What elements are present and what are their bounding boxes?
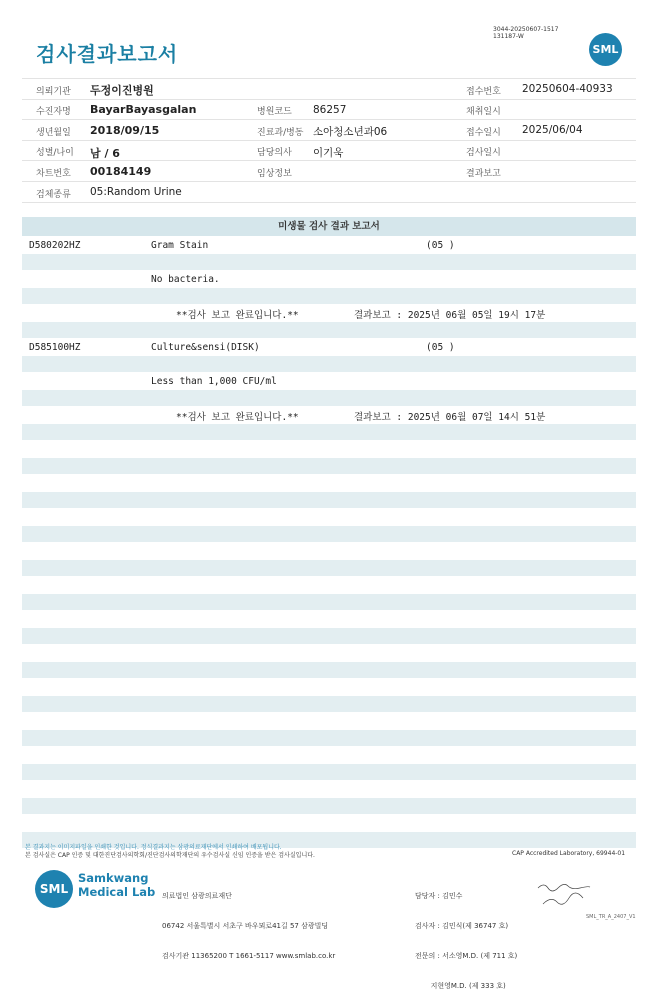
result-row-band [22, 560, 636, 576]
accreditation-note: 본 검사실은 CAP 인증 및 대한진단검사의학회/진단검사의학재단의 우수검사실 신임 인증을 받은 검사실입니다. [25, 852, 315, 859]
handwritten-signature [535, 880, 595, 910]
specimen-number: (05 ) [426, 342, 455, 353]
hospital-value: 두정이진병원 [90, 84, 154, 97]
result-row-band [22, 356, 636, 372]
birth-label: 생년월일 [36, 128, 71, 138]
result-row-band [22, 696, 636, 712]
result-row-band [22, 730, 636, 746]
test-finding: Less than 1,000 CFU/ml [151, 376, 277, 387]
staff-signatures [415, 871, 517, 1001]
divider [22, 119, 636, 120]
report-label: 결과보고 [466, 169, 501, 179]
sml-logo: SML [589, 33, 622, 66]
result-row-band [22, 390, 636, 406]
doctor-value: 이기욱 [313, 147, 344, 159]
test-code: D580202HZ [29, 240, 81, 251]
staff-tester: 검사자 : 김민식(제 36747 호) [415, 922, 509, 930]
receipt-date-value: 2025/06/04 [522, 124, 583, 136]
test-date-label: 검사일시 [466, 148, 501, 158]
result-row-band [22, 594, 636, 610]
page-title: 검사결과보고서 [36, 42, 179, 66]
result-row-band [22, 458, 636, 474]
samkwang-logo: SML [35, 870, 73, 908]
result-row-band [22, 254, 636, 270]
divider [22, 99, 636, 100]
result-row-band [22, 424, 636, 440]
report-time: 결과보고 : 2025년 06월 05일 19시 17분 [354, 310, 546, 321]
result-row-band [22, 322, 636, 338]
result-row-band [22, 492, 636, 508]
chart-value: 00184149 [90, 165, 152, 178]
name-label: 수진자명 [36, 107, 71, 117]
organization-address [162, 871, 335, 971]
receipt-date-label: 접수일시 [466, 128, 501, 138]
test-code: D585100HZ [29, 342, 81, 353]
document-id-line2: 131187-W [493, 33, 524, 40]
test-name: Gram Stain [151, 240, 209, 251]
organization-name-line2: Medical Lab [78, 885, 156, 899]
divider [22, 78, 636, 79]
sex-age-label: 성별/나이 [36, 148, 74, 158]
receipt-no-value: 20250604-40933 [522, 83, 613, 95]
report-complete-note: **검사 보고 완료입니다.** [176, 310, 299, 321]
hospital-label: 의뢰기관 [36, 87, 71, 97]
result-row-band [22, 662, 636, 678]
test-finding: No bacteria. [151, 274, 220, 285]
report-time: 결과보고 : 2025년 06월 07일 14시 51분 [354, 412, 546, 423]
doctor-label: 담당의사 [257, 148, 292, 158]
dept-label: 진료과/병동 [257, 128, 304, 138]
image-print-note: 본 결과지는 이미지파일을 인쇄한 것입니다. 정식결과지는 삼광의료재단에서 인쇄하여 배포됩니다. [25, 844, 282, 851]
result-row-band [22, 764, 636, 780]
divider [22, 140, 636, 141]
birth-value: 2018/09/15 [90, 124, 160, 137]
organization-name-line1: Samkwang [78, 871, 149, 885]
cap-accreditation: CAP Accredited Laboratory, 69944-01 [512, 850, 626, 857]
dept-value: 소아청소년과06 [313, 126, 388, 138]
document-id-line1: 3044-20250607-1517 [493, 26, 559, 33]
clinical-label: 임상정보 [257, 169, 292, 179]
org-line1: 의료법인 삼광의료재단 [162, 892, 232, 900]
collect-date-label: 채취일시 [466, 107, 501, 117]
receipt-no-label: 접수번호 [466, 87, 501, 97]
org-line3: 검사기관 11365200 T 1661-5117 www.smlab.co.kr [162, 952, 336, 960]
section-title: 미생물 검사 결과 보고서 [22, 217, 636, 236]
staff-specialist2: 지현영M.D. (제 333 호) [415, 982, 506, 990]
report-complete-note: **검사 보고 완료입니다.** [176, 412, 299, 423]
test-name: Culture&sensi(DISK) [151, 342, 260, 353]
result-row-band [22, 288, 636, 304]
org-line2: 06742 서울특별시 서초구 바우뫼로41길 57 삼광빌딩 [162, 922, 329, 930]
staff-manager: 담당자 : 김민수 [415, 892, 463, 900]
sex-age-value: 남 / 6 [90, 147, 120, 160]
code-label: 병원코드 [257, 107, 292, 117]
form-code: SML_TR_A_2407_V1 [586, 914, 636, 920]
specimen-label: 검체종류 [36, 190, 71, 200]
divider [22, 181, 636, 182]
result-row-band [22, 526, 636, 542]
code-value: 86257 [313, 104, 347, 116]
divider [22, 202, 636, 203]
staff-specialist: 전문의 : 서소영M.D. (제 711 호) [415, 952, 518, 960]
result-row-band [22, 798, 636, 814]
result-row-band [22, 628, 636, 644]
document-id [493, 26, 558, 40]
name-value: BayarBayasgalan [90, 103, 197, 116]
chart-label: 차트번호 [36, 169, 71, 179]
specimen-number: (05 ) [426, 240, 455, 251]
organization-name [78, 871, 155, 899]
specimen-value: 05:Random Urine [90, 186, 182, 198]
